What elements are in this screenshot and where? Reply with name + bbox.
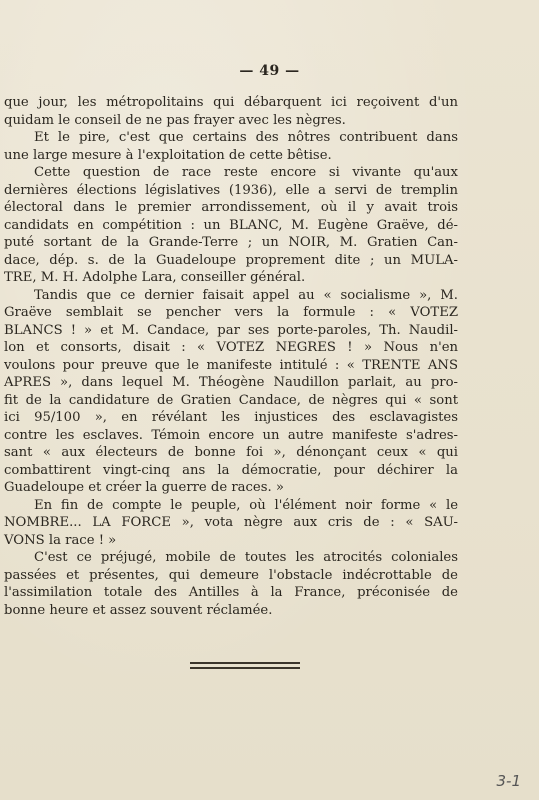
text-line: fit de la candidature de Gratien Candace, de nègres qui « sont: [4, 392, 458, 408]
paragraph: [4, 94, 458, 129]
handwritten-annotation: 3-1: [496, 772, 521, 790]
text-line: électoral dans le premier arrondissement, où il y avait trois: [4, 200, 458, 215]
text-line: sant « aux électeurs de bonne foi », dénonçant ceux « qui: [4, 445, 458, 460]
text-line: une large mesure à l'exploitation de cette bêtise.: [4, 147, 332, 163]
paragraph: [4, 549, 458, 619]
section-divider-top: [190, 662, 300, 664]
text-line: que jour, les métropolitains qui débarquent ici reçoivent d'un: [4, 95, 458, 110]
text-line: Guadeloupe et créer la guerre de races. »: [4, 480, 284, 495]
text-line: Graëve semblait se pencher vers la formule : « VOTEZ: [4, 305, 458, 320]
text-line: puté sortant de la Grande-Terre ; un NOIR, M. Gratien Can-: [4, 235, 458, 250]
text-line: lon et consorts, disait : « VOTEZ NEGRES ! » Nous n'en: [4, 340, 458, 355]
text-line: voulons pour preuve que le manifeste intitulé : « TRENTE ANS: [4, 357, 458, 373]
text-line: contre les esclaves. Témoin encore un autre manifeste s'adres-: [4, 427, 458, 443]
text-line: En fin de compte le peuple, où l'élément noir forme « le: [34, 497, 458, 513]
paragraph: [4, 497, 458, 550]
text-line: combattirent vingt-cinq ans la démocratie, pour déchirer la: [4, 462, 458, 478]
paragraph: [4, 164, 458, 287]
text-line: candidats en compétition : un BLANC, M. Eugène Graëve, dé-: [4, 217, 458, 233]
text-line: BLANCS ! » et M. Candace, par ses porte-paroles, Th. Naudil-: [4, 322, 458, 338]
section-divider-bottom: [190, 667, 300, 669]
text-line: Cette question de race reste encore si vivante qu'aux: [34, 165, 458, 180]
text-line: TRE, M. H. Adolphe Lara, conseiller général.: [4, 270, 306, 285]
text-line: Tandis que ce dernier faisait appel au « socialisme », M.: [34, 287, 458, 303]
page-number: — 49 —: [239, 63, 300, 79]
text-line: dernières élections législatives (1936), elle a servi de tremplin: [4, 182, 458, 198]
text-line: Et le pire, c'est que certains des nôtres contribuent dans: [34, 130, 458, 145]
text-line: C'est ce préjugé, mobile de toutes les atrocités coloniales: [34, 550, 458, 565]
body-text: [4, 94, 458, 619]
text-line: VONS la race ! »: [4, 532, 117, 548]
text-line: passées et présentes, qui demeure l'obstacle indécrottable de: [4, 567, 458, 583]
text-line: bonne heure et assez souvent réclamée.: [4, 602, 273, 618]
paragraph: [4, 287, 458, 497]
text-line: APRES », dans lequel M. Théogène Naudillon parlait, au pro-: [4, 375, 458, 390]
text-line: ici 95/100 », en révélant les injustices des esclavagistes: [4, 410, 458, 425]
paragraph: [4, 129, 458, 164]
text-line: l'assimilation totale des Antilles à la France, préconisée de: [4, 585, 458, 600]
text-line: quidam le conseil de ne pas frayer avec les nègres.: [4, 112, 346, 128]
text-line: NOMBRE... LA FORCE », vota nègre aux cris de : « SAU-: [4, 515, 458, 530]
text-line: dace, dép. s. de la Guadeloupe proprement dite ; un MULA-: [4, 252, 458, 268]
